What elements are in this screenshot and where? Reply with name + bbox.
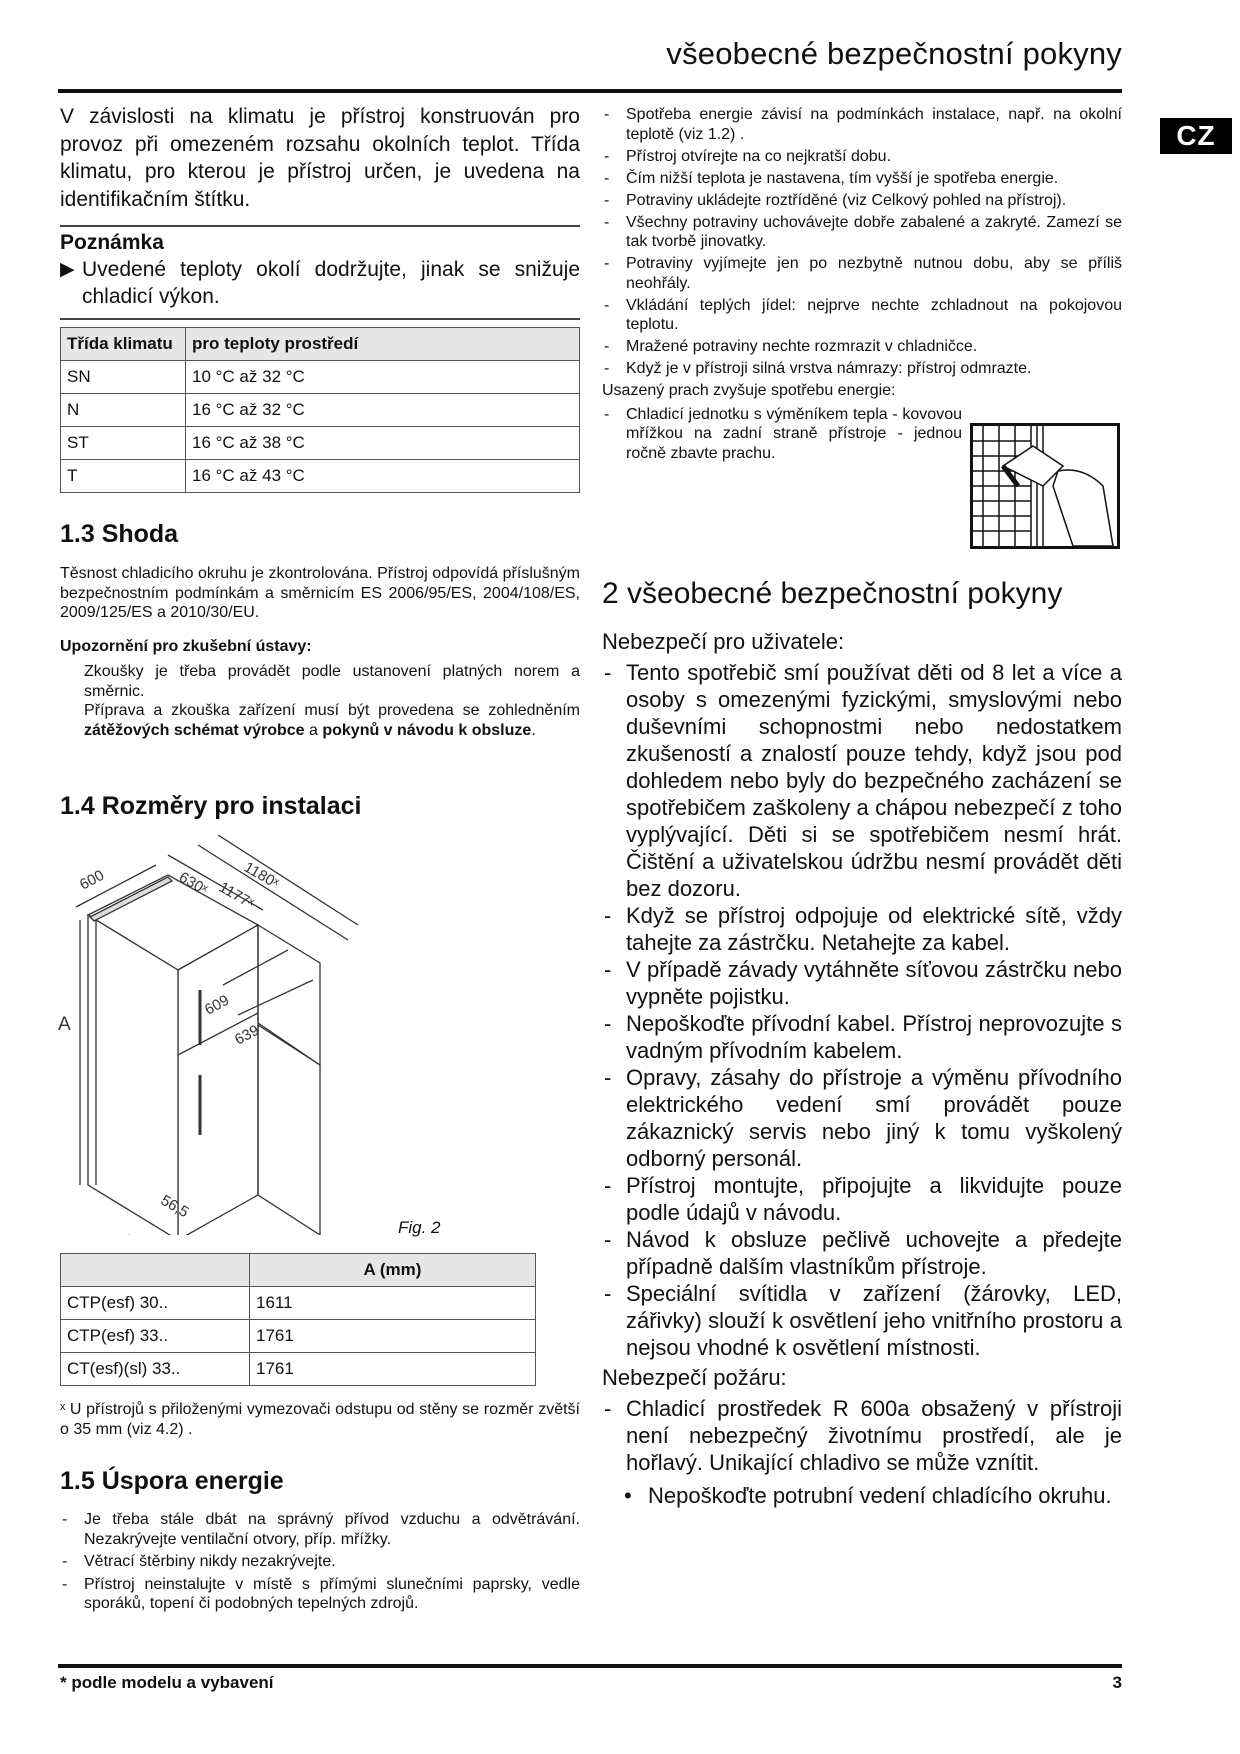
figure-caption: Fig. 2 bbox=[398, 1218, 441, 1237]
energy-tips-list bbox=[602, 105, 1122, 379]
list-item: - Nepoškoďte přívodní kabel. Přístroj neprovozujte s vadným přívodním kabelem. bbox=[602, 1010, 1122, 1064]
energy-saving-list bbox=[60, 1510, 580, 1614]
climate-table bbox=[60, 327, 580, 493]
climate-intro: V závislosti na klimatu je přístroj konstruován pro provoz při omezeném rozsahu okolních teplot. Třída klimatu, pro kterou je přístroj určen, je uvedena na identifikačním štítku. bbox=[60, 105, 580, 211]
note-text: Uvedené teploty okolí dodržujte, jinak se snižuje chladicí výkon. bbox=[82, 258, 580, 308]
list-item: - Přístroj otvírejte na co nejkratší dobu. bbox=[602, 147, 1122, 167]
list-item: - Je třeba stále dbát na správný přívod vzduchu a odvětrávání. Nezakrývejte ventilační otvory, příp. mřížky. bbox=[60, 1510, 580, 1549]
table-cell: CTP(esf) 30.. bbox=[61, 1287, 250, 1320]
list-item: - Chladicí jednotku s výměníkem tepla - kovovou mřížkou na zadní straně přístroje - jednou ročně zbavte prachu. bbox=[602, 405, 962, 464]
table-header bbox=[61, 1254, 250, 1287]
brush-cleaning-icon bbox=[973, 426, 1117, 546]
table-header: Třída klimatu bbox=[61, 328, 186, 361]
table-cell: T bbox=[61, 460, 186, 493]
note-item bbox=[60, 256, 580, 310]
climate-table-wrap bbox=[60, 327, 580, 493]
table-cell: 16 °C až 43 °C bbox=[186, 460, 580, 493]
table-row bbox=[61, 1353, 536, 1386]
notice-heading: Upozornění pro zkušební ústavy: bbox=[60, 637, 312, 655]
section-heading: 1.5 Úspora energie bbox=[60, 1467, 284, 1495]
list-item: - Všechny potraviny uchovávejte dobře zabalené a zakryté. Zamezí se tak tvorbě jinovatky. bbox=[602, 213, 1122, 252]
table-cell: SN bbox=[61, 361, 186, 394]
bold-span: pokynů v návodu k obsluze bbox=[322, 721, 532, 739]
list-item: - Opravy, zásahy do přístroje a výměnu přívodního elektrického vedení smí provádět pouze zákaznický servis nebo jiný k tomu vyškolený odborný personál. bbox=[602, 1064, 1122, 1172]
table-cell: 10 °C až 32 °C bbox=[186, 361, 580, 394]
cleaning-illustration bbox=[970, 423, 1120, 549]
dim-label: 630ˣ bbox=[176, 868, 211, 899]
fire-bullet-item bbox=[602, 1482, 1122, 1509]
notice-text-2 bbox=[60, 701, 580, 740]
bold-span: zátěžových schémat výrobce bbox=[84, 721, 305, 739]
user-danger-heading: Nebezpečí pro uživatele: bbox=[602, 629, 845, 654]
table-cell: 16 °C až 32 °C bbox=[186, 394, 580, 427]
fridge-dimensions-figure bbox=[58, 835, 458, 1235]
dim-label: 639 bbox=[231, 1021, 262, 1049]
table-row bbox=[61, 427, 580, 460]
text-span: Příprava a zkouška zařízení musí být provedena se zohledněním bbox=[84, 702, 580, 719]
table-cell: CT(esf)(sl) 33.. bbox=[61, 1353, 250, 1386]
list-item: - Mražené potraviny nechte rozmrazit v chladničce. bbox=[602, 337, 1122, 357]
list-item: - Návod k obsluze pečlivě uchovejte a předejte případně dalším vlastníkům přístroje. bbox=[602, 1226, 1122, 1280]
list-item: - Přístroj neinstalujte v místě s přímými slunečními paprsky, vedle sporáků, topení či podobných tepelných zdrojů. bbox=[60, 1575, 580, 1614]
footer-rule bbox=[58, 1664, 1122, 1668]
text-span: a bbox=[304, 721, 323, 739]
dimensions-footnote-wrap bbox=[60, 1400, 580, 1439]
dim-label: A bbox=[58, 1014, 71, 1035]
table-cell: 16 °C až 38 °C bbox=[186, 427, 580, 460]
dimensions-table-wrap bbox=[60, 1253, 536, 1386]
table-row bbox=[61, 1287, 536, 1320]
dim-label: 1180ˣ bbox=[241, 858, 282, 893]
table-row bbox=[61, 361, 580, 394]
dim-label: 600 bbox=[76, 866, 107, 894]
list-item: - Spotřeba energie závisí na podmínkách instalace, např. na okolní teplotě (viz 1.2) . bbox=[602, 105, 1122, 144]
dim-label: 609 bbox=[201, 991, 232, 1019]
dim-label: 1177ˣ bbox=[216, 878, 257, 913]
dimensions-table bbox=[60, 1253, 536, 1386]
dim-label-56-5: 56,5 bbox=[157, 1191, 192, 1222]
right-column-energy bbox=[602, 105, 1122, 466]
table-row bbox=[61, 1320, 536, 1353]
user-danger-list bbox=[602, 659, 1122, 1361]
conformity-text: Těsnost chladicího okruhu je zkontrolována. Přístroj odpovídá příslušným bezpečnostním podmínkám a směrnicím ES 2006/95/ES, 2004/108/ES, 2009/125/ES a 2010/30/EU. bbox=[60, 565, 580, 621]
table-header-row bbox=[61, 328, 580, 361]
section-1-4 bbox=[60, 792, 580, 821]
fire-danger-list bbox=[602, 1395, 1122, 1476]
table-cell: 1761 bbox=[250, 1320, 536, 1353]
note-heading: Poznámka bbox=[60, 231, 164, 254]
section-2 bbox=[602, 577, 1122, 1509]
fire-danger-heading: Nebezpečí požáru: bbox=[602, 1365, 787, 1390]
notice-text-1: Zkoušky je třeba provádět podle ustanovení platných norem a směrnic. bbox=[84, 663, 580, 700]
header-rule bbox=[58, 89, 1122, 93]
left-column bbox=[60, 103, 580, 320]
bullet-icon: • bbox=[624, 1483, 632, 1508]
fridge-drawing-icon bbox=[58, 835, 458, 1235]
dust-list bbox=[602, 405, 962, 464]
divider bbox=[60, 225, 580, 227]
section-1-5 bbox=[60, 1467, 580, 1614]
section-heading: 1.3 Shoda bbox=[60, 520, 179, 548]
text-span: . bbox=[531, 721, 536, 739]
table-header-row bbox=[61, 1254, 536, 1287]
list-item: - Když se přístroj odpojuje od elektrické sítě, vždy tahejte za zástrčku. Netahejte za kabel. bbox=[602, 902, 1122, 956]
language-badge: CZ bbox=[1160, 118, 1232, 154]
footer-note: * podle modelu a vybavení bbox=[60, 1673, 274, 1692]
page-title: všeobecné bezpečnostní pokyny bbox=[666, 36, 1122, 71]
page-number: 3 bbox=[1112, 1673, 1122, 1692]
list-item: - Přístroj montujte, připojujte a likvidujte pouze podle údajů v návodu. bbox=[602, 1172, 1122, 1226]
table-cell: ST bbox=[61, 427, 186, 460]
table-cell: 1761 bbox=[250, 1353, 536, 1386]
list-item: - Potraviny vyjímejte jen po nezbytně nutnou dobu, aby se příliš neohřály. bbox=[602, 254, 1122, 293]
table-cell: N bbox=[61, 394, 186, 427]
bullet-text: Nepoškoďte potrubní vedení chladícího okruhu. bbox=[648, 1483, 1112, 1508]
divider bbox=[60, 318, 580, 320]
table-row bbox=[61, 394, 580, 427]
list-item: - Větrací štěrbiny nikdy nezakrývejte. bbox=[60, 1552, 580, 1572]
section-1-3 bbox=[60, 520, 580, 740]
list-item: - Chladicí prostředek R 600a obsažený v přístroji není nebezpečný životnímu prostředí, ale je hořlavý. Unikající chladivo se může vznítit. bbox=[602, 1395, 1122, 1476]
section-heading: 2 všeobecné bezpečnostní pokyny bbox=[602, 577, 1063, 610]
list-item: - Tento spotřebič smí používat děti od 8 let a více a osoby s omezenými fyzickými, smyslovými nebo duševními schopnostmi nebo nedostatkem zkušeností a znalostí pouze tehdy, když jsou pod dohledem nebo byly do bezpečného zacházení se spotřebičem zaškoleny a chápou nebezpečí z toho vyplývající. Děti si se spotřebičem nesmí hrát. Čištění a uživatelskou údržbu nesmí provádět děti bez dozoru. bbox=[602, 659, 1122, 902]
section-heading: 1.4 Rozměry pro instalaci bbox=[60, 792, 362, 820]
table-row bbox=[61, 460, 580, 493]
table-header: pro teploty prostředí bbox=[186, 328, 580, 361]
table-header: A (mm) bbox=[250, 1254, 536, 1287]
triangle-right-icon: ▶ bbox=[60, 259, 75, 280]
table-cell: CTP(esf) 33.. bbox=[61, 1320, 250, 1353]
list-item: - Speciální svítidla v zařízení (žárovky, LED, zářivky) slouží k osvětlení jeho vnitřního prostoru a nejsou vhodné k osvětlení místnosti. bbox=[602, 1280, 1122, 1361]
dust-intro: Usazený prach zvyšuje spotřebu energie: bbox=[602, 382, 896, 399]
list-item: - Čím nižší teplota je nastavena, tím vyšší je spotřeba energie. bbox=[602, 169, 1122, 189]
table-cell: 1611 bbox=[250, 1287, 536, 1320]
list-item: - Vkládání teplých jídel: nejprve nechte zchladnout na pokojovou teplotu. bbox=[602, 296, 1122, 335]
list-item: - Když je v přístroji silná vrstva námrazy: přístroj odmrazte. bbox=[602, 359, 1122, 379]
list-item: - Potraviny ukládejte roztříděné (viz Celkový pohled na přístroj). bbox=[602, 191, 1122, 211]
dimensions-footnote: ˣ U přístrojů s přiloženými vymezovači odstupu od stěny se rozměr zvětší o 35 mm (viz 4.2) . bbox=[60, 1401, 580, 1438]
list-item: - V případě závady vytáhněte síťovou zástrčku nebo vypněte pojistku. bbox=[602, 956, 1122, 1010]
